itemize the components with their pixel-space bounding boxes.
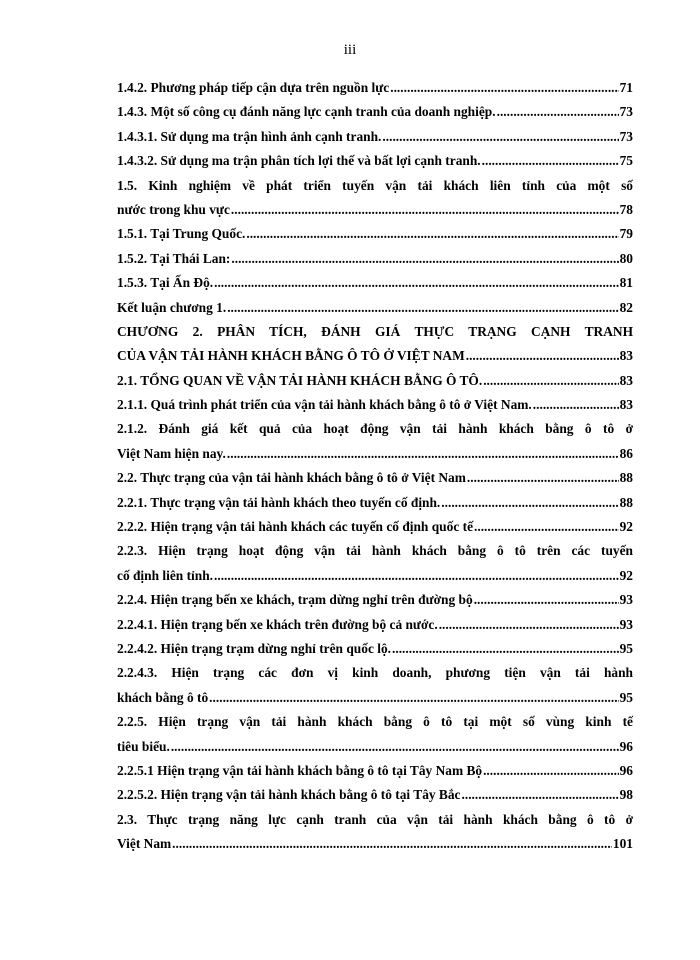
- toc-entry[interactable]: [117, 296, 633, 320]
- toc-dot-leader: [439, 613, 619, 637]
- toc-entry-page: 92: [619, 567, 633, 583]
- toc-dot-leader: [214, 564, 619, 588]
- toc-entry-title: 1.5. Kinh nghiệm về phát triển tuyến vận tải khách liên tỉnh của một số: [117, 177, 633, 193]
- toc-dot-leader: [441, 491, 618, 515]
- toc-entry[interactable]: [117, 735, 633, 759]
- toc-entry-page: 80: [619, 250, 633, 266]
- toc-entry[interactable]: [117, 100, 633, 124]
- toc-dot-leader: [227, 296, 618, 320]
- toc-entry[interactable]: [117, 613, 633, 637]
- toc-entry[interactable]: [117, 491, 633, 515]
- toc-entry-title: 2.1.2. Đánh giá kết quả của hoạt động vận tải hành khách bằng ô tô ở: [117, 421, 633, 437]
- toc-dot-leader: [483, 759, 619, 783]
- toc-entry-title: 1.5.3. Tại Ấn Độ.: [117, 275, 214, 291]
- toc-entry[interactable]: [117, 783, 633, 807]
- table-of-contents: [117, 76, 633, 857]
- toc-entry-page: 83: [619, 397, 633, 413]
- toc-dot-leader: [497, 100, 619, 124]
- toc-entry-page: 86: [619, 445, 633, 461]
- toc-entry-title: 2.2.5.1 Hiện trạng vận tải hành khách bằng ô tô tại Tây Nam Bộ: [117, 762, 483, 778]
- toc-dot-leader: [246, 222, 618, 246]
- toc-entry-title: 2.2.1. Thực trạng vận tải hành khách theo tuyến cố định.: [117, 494, 441, 510]
- toc-entry[interactable]: [117, 417, 633, 441]
- toc-entry-page: 78: [619, 201, 633, 217]
- toc-dot-leader: [231, 198, 619, 222]
- toc-entry[interactable]: [117, 466, 633, 490]
- toc-entry-title: 2.2.2. Hiện trạng vận tải hành khách các tuyến cố định quốc tế: [117, 519, 474, 535]
- toc-entry-title: cố định liên tỉnh.: [117, 567, 213, 583]
- toc-entry-title: 2.2.3. Hiện trạng hoạt động vận tải hành khách bằng ô tô trên các tuyến: [117, 543, 633, 559]
- toc-dot-leader: [390, 76, 618, 100]
- toc-dot-leader: [533, 393, 619, 417]
- toc-entry-page: 93: [619, 616, 633, 632]
- toc-entry[interactable]: [117, 149, 633, 173]
- toc-dot-leader: [209, 686, 618, 710]
- toc-entry-page: 98: [619, 787, 633, 803]
- toc-entry[interactable]: [117, 539, 633, 563]
- toc-entry-page: 83: [619, 348, 633, 364]
- toc-dot-leader: [172, 832, 612, 856]
- toc-dot-leader: [231, 247, 618, 271]
- toc-entry[interactable]: [117, 686, 633, 710]
- toc-entry-page: 95: [619, 689, 633, 705]
- toc-entry-page: 95: [619, 640, 633, 656]
- toc-entry[interactable]: [117, 832, 633, 856]
- toc-entry[interactable]: [117, 661, 633, 685]
- toc-entry[interactable]: [117, 759, 633, 783]
- toc-entry[interactable]: [117, 247, 633, 271]
- toc-entry-title: 1.4.3.2. Sử dụng ma trận phân tích lợi thế và bất lợi cạnh tranh.: [117, 153, 481, 169]
- toc-entry[interactable]: [117, 320, 633, 344]
- toc-entry-page: 88: [619, 494, 633, 510]
- toc-dot-leader: [214, 271, 619, 295]
- toc-entry[interactable]: [117, 393, 633, 417]
- toc-entry[interactable]: [117, 125, 633, 149]
- toc-entry[interactable]: [117, 76, 633, 100]
- toc-entry-title: 2.2.4.3. Hiện trạng các đơn vị kinh doanh, phương tiện vận tải hành: [117, 665, 633, 681]
- toc-entry-page: 73: [619, 128, 633, 144]
- toc-entry-title: Việt Nam hiện nay.: [117, 445, 226, 461]
- toc-entry-page: 92: [619, 519, 633, 535]
- toc-entry-title: CỦA VẬN TẢI HÀNH KHÁCH BẰNG Ô TÔ Ở VIỆT NAM: [117, 348, 465, 364]
- toc-entry[interactable]: [117, 271, 633, 295]
- toc-entry-page: 82: [619, 299, 633, 315]
- toc-dot-leader: [466, 344, 619, 368]
- toc-entry-page: 75: [619, 153, 633, 169]
- toc-entry[interactable]: [117, 222, 633, 246]
- toc-entry[interactable]: [117, 808, 633, 832]
- toc-dot-leader: [482, 149, 619, 173]
- toc-entry[interactable]: [117, 442, 633, 466]
- toc-entry-page: 71: [619, 80, 633, 95]
- toc-entry[interactable]: [117, 564, 633, 588]
- toc-entry[interactable]: [117, 710, 633, 734]
- toc-entry-title: 2.3. Thực trạng năng lực cạnh tranh của vận tải hành khách bằng ô tô ở: [117, 811, 633, 827]
- toc-entry[interactable]: [117, 174, 633, 198]
- toc-entry[interactable]: [117, 369, 633, 393]
- toc-dot-leader: [462, 783, 619, 807]
- toc-entry-page: 93: [619, 592, 633, 608]
- toc-entry-title: 1.4.3. Một số công cụ đánh năng lực cạnh tranh của doanh nghiệp.: [117, 104, 496, 120]
- toc-entry[interactable]: [117, 198, 633, 222]
- toc-dot-leader: [483, 369, 618, 393]
- toc-dot-leader: [467, 466, 619, 490]
- toc-entry-title: 2.1.1. Quá trình phát triển của vận tải hành khách bằng ô tô ở Việt Nam.: [117, 397, 532, 413]
- toc-entry[interactable]: [117, 637, 633, 661]
- toc-entry-title: Việt Nam: [117, 836, 172, 852]
- toc-entry-title: 2.2. Thực trạng của vận tải hành khách bằng ô tô ở Việt Nam: [117, 470, 466, 486]
- toc-dot-leader: [474, 515, 619, 539]
- page-number: iii: [343, 42, 357, 58]
- toc-entry-title: 1.4.3.1. Sử dụng ma trận hình ảnh cạnh tranh.: [117, 128, 382, 144]
- toc-entry-title: 1.5.2. Tại Thái Lan:: [117, 250, 231, 266]
- toc-dot-leader: [392, 637, 619, 661]
- toc-entry[interactable]: [117, 344, 633, 368]
- toc-entry-page: 83: [619, 372, 633, 388]
- toc-entry-title: 2.2.4.1. Hiện trạng bến xe khách trên đường bộ cả nước.: [117, 616, 438, 632]
- toc-entry-title: 2.1. TỔNG QUAN VỀ VẬN TẢI HÀNH KHÁCH BẰNG Ô TÔ.: [117, 372, 483, 388]
- toc-entry-title: 1.5.1. Tại Trung Quốc.: [117, 226, 246, 242]
- toc-entry-title: tiêu biểu.: [117, 738, 170, 754]
- toc-entry-title: 2.2.4. Hiện trạng bến xe khách, trạm dừng nghỉ trên đường bộ: [117, 592, 473, 608]
- toc-entry-title: nước trong khu vực: [117, 201, 230, 217]
- toc-dot-leader: [474, 588, 619, 612]
- toc-dot-leader: [382, 125, 618, 149]
- toc-entry-page: 96: [619, 762, 633, 778]
- toc-entry-page: 88: [619, 470, 633, 486]
- toc-entry-title: 2.2.5. Hiện trạng vận tải hành khách bằng ô tô tại một số vùng kinh tế: [117, 714, 633, 730]
- toc-entry[interactable]: [117, 515, 633, 539]
- toc-dot-leader: [171, 735, 619, 759]
- toc-entry-page: 81: [619, 275, 633, 291]
- toc-entry-title: 2.2.4.2. Hiện trạng trạm dừng nghỉ trên quốc lộ.: [117, 640, 391, 656]
- toc-entry-page: 73: [619, 104, 633, 120]
- toc-entry-title: khách bằng ô tô: [117, 689, 209, 705]
- toc-entry-page: 79: [619, 226, 633, 242]
- toc-entry-title: 1.4.2. Phương pháp tiếp cận dựa trên nguồn lực: [117, 80, 390, 95]
- toc-entry-title: CHƯƠNG 2. PHÂN TÍCH, ĐÁNH GIÁ THỰC TRẠNG CẠNH TRANH: [117, 323, 633, 339]
- toc-entry[interactable]: [117, 588, 633, 612]
- toc-entry-title: 2.2.5.2. Hiện trạng vận tải hành khách bằng ô tô tại Tây Bắc: [117, 787, 461, 803]
- toc-entry-title: Kết luận chương 1.: [117, 299, 227, 315]
- toc-dot-leader: [227, 442, 619, 466]
- toc-entry-page: 101: [612, 836, 633, 852]
- toc-entry-page: 96: [619, 738, 633, 754]
